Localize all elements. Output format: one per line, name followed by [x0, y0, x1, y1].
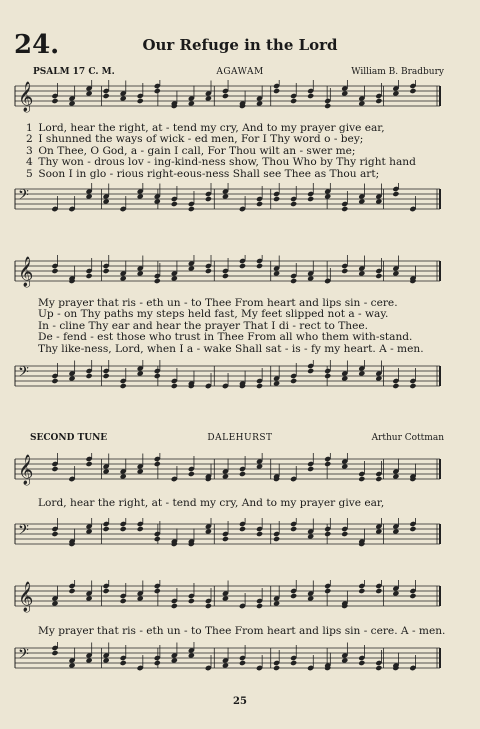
meter-label: PSALM 17 C. M.	[33, 67, 115, 77]
lyric-line: My prayer that ris - eth un - to Thee From heart and lips sin - cere. A - men.	[38, 625, 446, 637]
lyric-line: My prayer that ris - eth un - to Thee From heart and lips sin - cere.	[38, 297, 398, 309]
lyric-line: In - cline Thy ear and hear the prayer That I di - rect to Thee.	[38, 319, 368, 332]
second-tune-label: SECOND TUNE	[30, 433, 108, 443]
composer: William B. Bradbury	[351, 67, 444, 77]
bass-staff	[0, 183, 480, 233]
svg-text:𝄢: 𝄢	[18, 646, 29, 666]
svg-text:𝄞: 𝄞	[18, 82, 34, 112]
bass-staff	[0, 360, 480, 410]
svg-text:𝄞: 𝄞	[18, 455, 34, 485]
lyric-block	[38, 298, 438, 355]
hymn-title: Our Refuge in the Lord	[142, 36, 338, 54]
lyric-line: Thy like-ness, Lord, when I a - wake Shall sat - is - fy my heart. A - men.	[38, 342, 424, 355]
bass-staff	[0, 518, 480, 568]
verse-line: 1 Lord, hear the right, at - tend my cry, And to my prayer give ear,	[26, 122, 385, 134]
verse-block	[26, 123, 446, 180]
second-tune-name: DALEHURST	[207, 433, 273, 443]
verse-line: 3 On Thee, O God, a - gain I call, For Thou wilt an - swer me;	[26, 144, 356, 157]
svg-text:𝄞: 𝄞	[18, 257, 34, 287]
svg-text:𝄢: 𝄢	[18, 187, 29, 207]
lyric-line: De - fend - est those who trust in Thee From all who them with-stand.	[38, 331, 413, 344]
lyric-line: Up - on Thy paths my steps held fast, My feet slipped not a - way.	[38, 308, 389, 321]
treble-staff	[0, 580, 480, 630]
verse-line: 2 I shunned the ways of wick - ed men, For I Thy word o - bey;	[26, 133, 364, 146]
page-number: 25	[233, 696, 247, 707]
svg-text:𝄞: 𝄞	[18, 582, 34, 612]
bass-staff	[0, 642, 480, 692]
treble-staff	[0, 453, 480, 503]
second-tune-composer: Arthur Cottman	[371, 433, 444, 443]
verse-line: 5 Soon I in glo - rious right-eous-ness Shall see Thee as Thou art;	[26, 167, 380, 180]
svg-text:𝄢: 𝄢	[18, 522, 29, 542]
svg-text:𝄢: 𝄢	[18, 364, 29, 384]
hymn-number: 24.	[14, 30, 60, 60]
lyric-line: Lord, hear the right, at - tend my cry, And to my prayer give ear,	[38, 497, 385, 509]
verse-line: 4 Thy won - drous lov - ing-kind-ness show, Thou Who by Thy right hand	[26, 156, 416, 169]
tune-name: AGAWAM	[216, 67, 264, 77]
